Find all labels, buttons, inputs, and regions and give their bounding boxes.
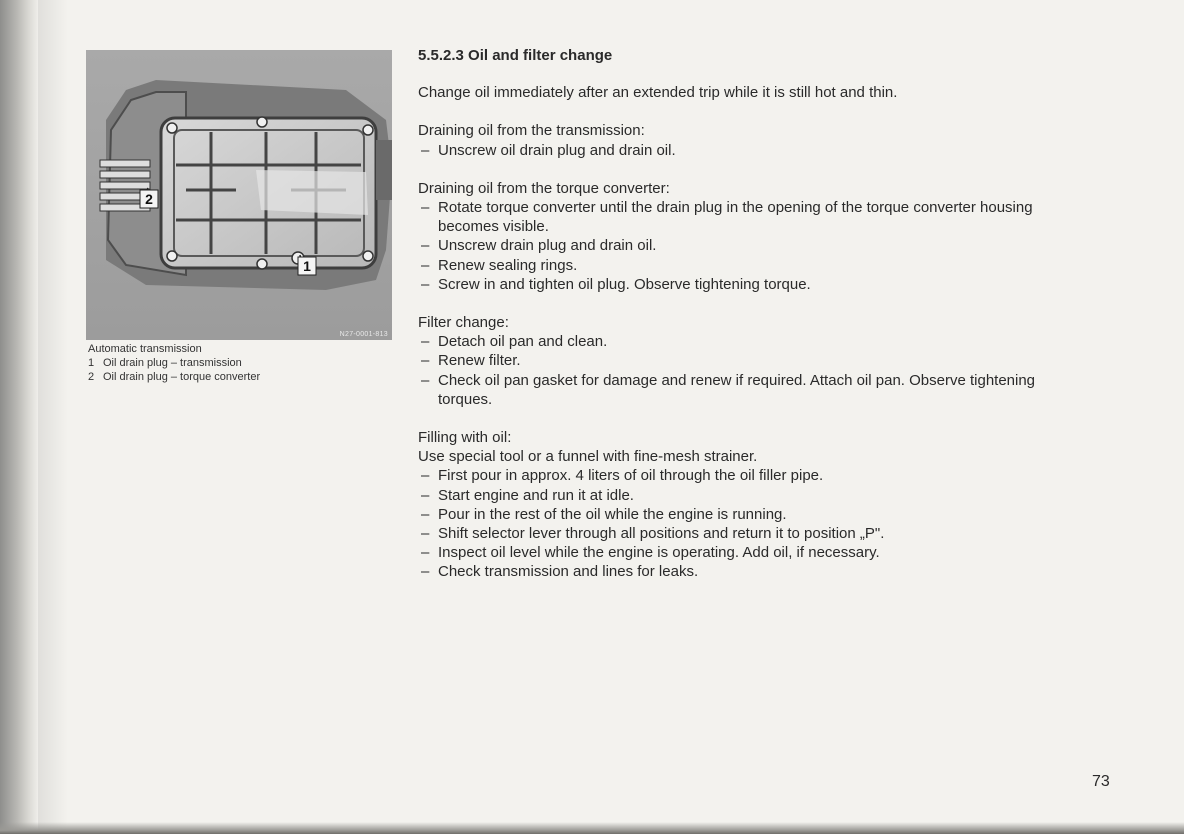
book-binding	[0, 0, 38, 834]
page-bottom-edge	[0, 822, 1184, 834]
step-item: – Renew filter.	[418, 351, 1058, 370]
step-item: – Unscrew drain plug and drain oil.	[418, 236, 1058, 255]
step-item: – Screw in and tighten oil plug. Observe tightening torque.	[418, 275, 1058, 294]
intro-block	[418, 83, 1058, 102]
step-item: – Start engine and run it at idle.	[418, 486, 1058, 505]
step-item: – Pour in the rest of the oil while the engine is running.	[418, 505, 1058, 524]
step-item: – Inspect oil level while the engine is operating. Add oil, if necessary.	[418, 543, 1058, 562]
subsection-label: Filter change:	[418, 314, 509, 332]
section-content	[418, 46, 1058, 601]
callout-2-label: 2	[145, 191, 153, 207]
caption-item-number: 1	[88, 357, 95, 369]
caption-title: Automatic transmission	[88, 343, 202, 355]
figure-code: N27-0001-813	[339, 331, 388, 338]
step-item: – Check oil pan gasket for damage and renew if required. Attach oil pan. Observe tightening torques.	[418, 371, 1058, 409]
step-item: – Detach oil pan and clean.	[418, 332, 1058, 351]
step-list	[418, 198, 1058, 294]
step-list	[418, 141, 1058, 160]
transmission-photo	[86, 50, 392, 340]
step-list	[418, 466, 1058, 581]
caption-item-text: Oil drain plug – torque converter	[103, 371, 261, 383]
caption-item-number: 2	[88, 371, 95, 383]
callout-1-label: 1	[303, 258, 311, 274]
step-item: – Shift selector lever through all positions and return it to position „P".	[418, 524, 1058, 543]
subsection-label: Filling with oil:	[418, 429, 512, 447]
step-item: – Unscrew oil drain plug and drain oil.	[418, 141, 1058, 160]
step-item: – Renew sealing rings.	[418, 256, 1058, 275]
subsection-label: Draining oil from the torque converter:	[418, 179, 670, 197]
draining-converter-block	[418, 179, 1058, 294]
draining-transmission-block	[418, 121, 1058, 159]
subsection-label: Draining oil from the transmission:	[418, 122, 645, 140]
section-heading: 5.5.2.3 Oil and filter change	[418, 47, 613, 64]
figure-caption	[88, 342, 398, 384]
step-list	[418, 332, 1058, 409]
step-item: – Rotate torque converter until the drain plug in the opening of the torque converter housing becomes visible.	[418, 198, 1058, 236]
caption-item	[88, 370, 398, 384]
step-item: – Check transmission and lines for leaks.	[418, 562, 1058, 581]
intro-text: Change oil immediately after an extended trip while it is still hot and thin.	[418, 84, 898, 102]
binding-shadow	[38, 0, 68, 834]
caption-item-text: Oil drain plug – transmission	[103, 357, 242, 369]
filter-change-block	[418, 313, 1058, 409]
page-number: 73	[1092, 773, 1110, 790]
filling-note: Use special tool or a funnel with fine-mesh strainer.	[418, 448, 758, 466]
caption-item	[88, 356, 398, 370]
filling-block	[418, 428, 1058, 582]
step-item: – First pour in approx. 4 liters of oil through the oil filler pipe.	[418, 466, 1058, 485]
